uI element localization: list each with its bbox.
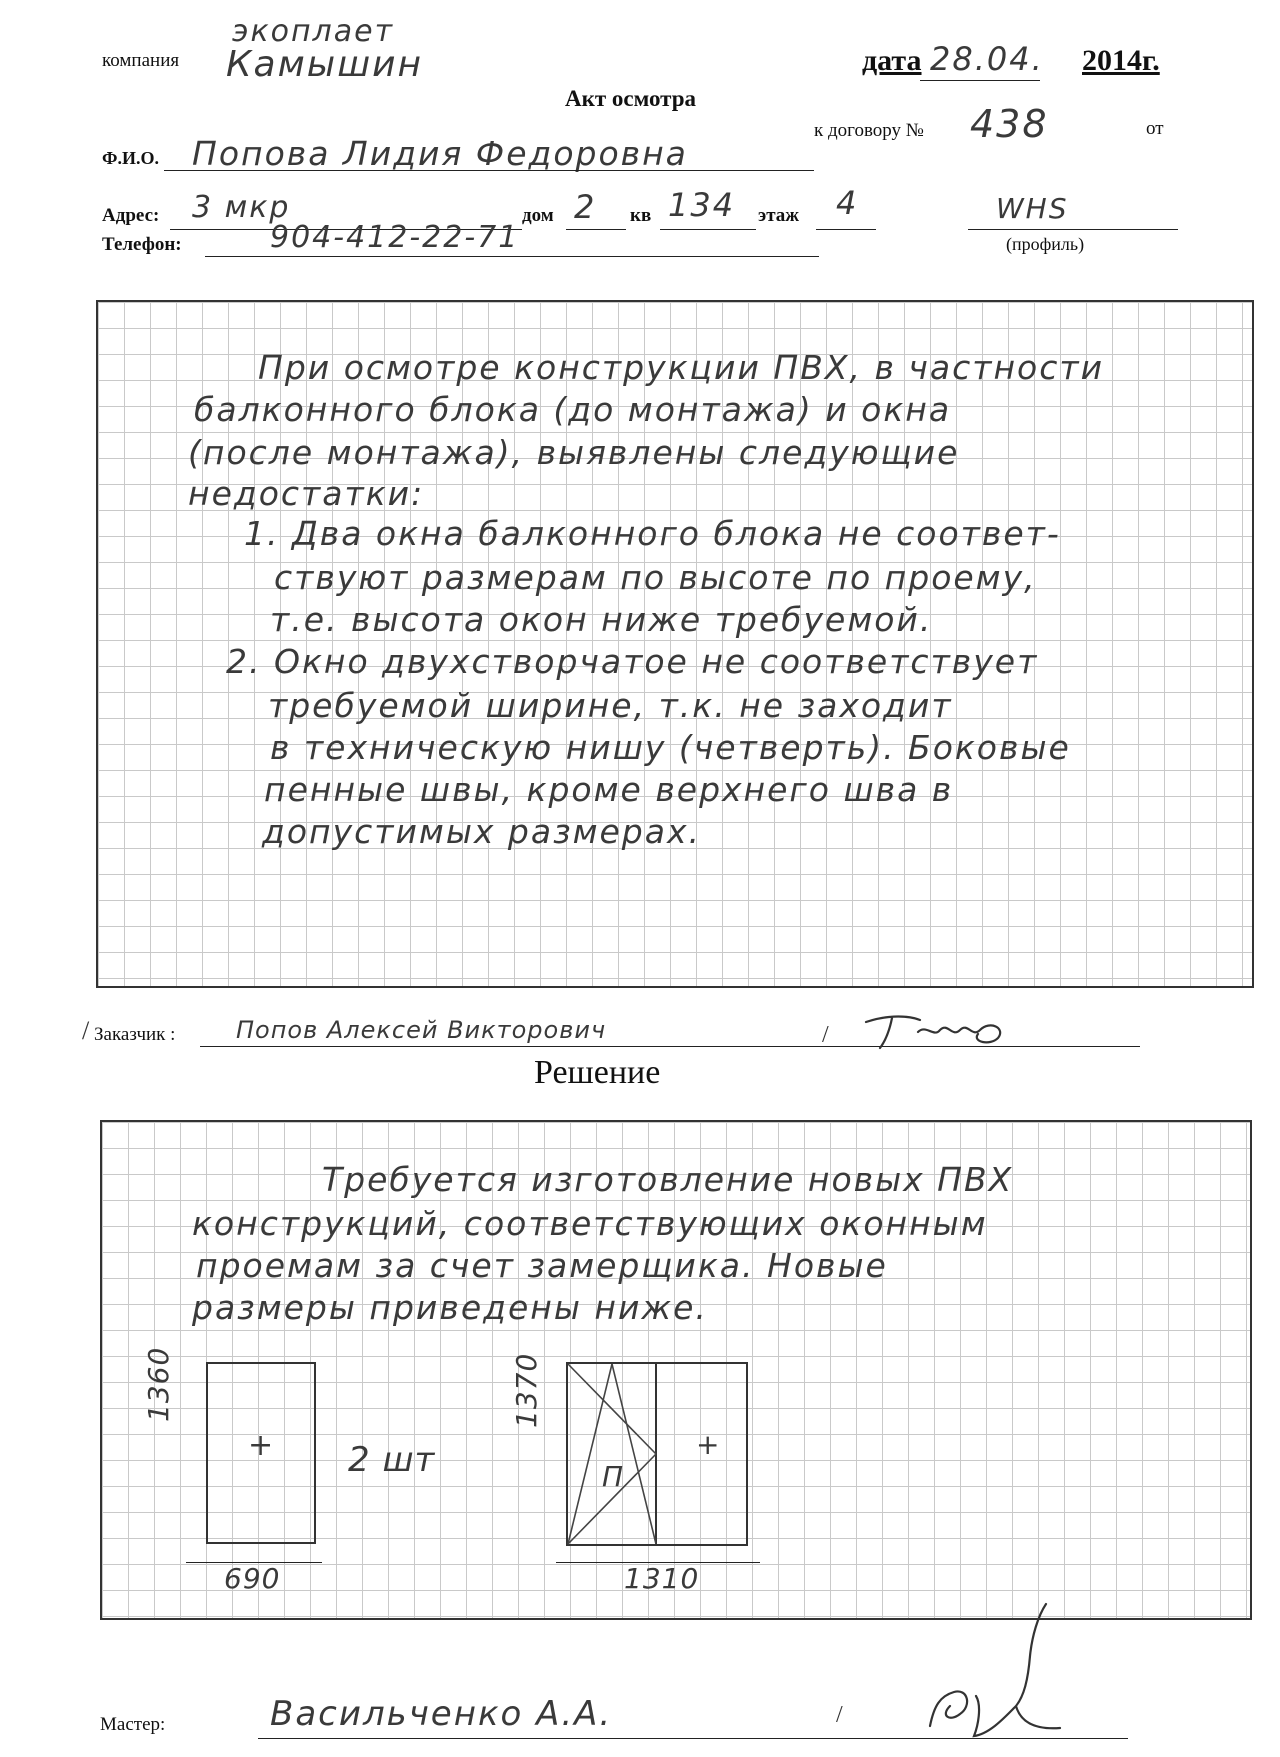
house-value: 2 [574,188,597,226]
inspection-line: допустимых размерах. [262,812,701,851]
contract-number: 438 [970,102,1049,146]
phone-line [205,256,819,257]
floor-line [816,229,876,230]
inspection-line: ствуют размерам по высоте по проему, [274,558,1037,597]
decision-line: конструкций, соответствующих оконным [192,1204,988,1243]
window-2-width: 1310 [624,1562,700,1595]
fio-value: Попова Лидия Федоровна [192,134,688,173]
date-line [920,80,1040,81]
signature-separator: / [822,1022,829,1048]
inspection-line: балконного блока (до монтажа) и окна [194,390,952,429]
fio-label: Ф.И.О. [102,148,159,168]
address-value: 3 мкр [192,190,291,225]
phone-value: 904-412-22-71 [270,220,520,255]
inspection-line: недостатки: [188,474,425,513]
decision-line: проемам за счет замерщика. Новые [196,1246,888,1285]
decision-title: Решение [534,1054,661,1091]
window-1-height: 1360 [142,1346,175,1422]
company-value-line2: Камышин [226,44,424,85]
window-1-mark: + [248,1428,274,1463]
master-value: Васильченко А.А. [270,1694,613,1734]
apt-value: 134 [668,186,736,224]
date-year: 2014г. [1082,44,1160,77]
window-drawing-1 [206,1362,316,1544]
floor-value: 4 [836,184,859,222]
decision-box [100,1120,1252,1620]
master-label: Мастер: [100,1714,166,1735]
phone-label: Телефон: [102,234,182,255]
inspection-line: При осмотре конструкции ПВХ, в частности [258,348,1105,387]
inspection-line: требуемой ширине, т.к. не заходит [268,686,953,725]
inspection-line: пенные швы, кроме верхнего шва в [264,770,954,809]
window-1-width: 690 [224,1562,281,1595]
profile-value: WHS [996,192,1069,225]
window-2-mark-left: П [602,1460,624,1493]
window-drawing-2 [566,1362,748,1546]
customer-signature [860,1008,1010,1052]
decision-line: Требуется изготовление новых ПВХ [322,1160,1014,1199]
floor-label: этаж [758,205,800,226]
company-label: компания [102,50,180,71]
decision-line: размеры приведены ниже. [192,1288,708,1327]
profile-line [968,229,1178,230]
date-value: 28.04. [930,40,1044,78]
customer-label: Заказчик : [94,1024,176,1045]
window-2-height: 1370 [510,1352,543,1428]
master-signature-separator: / [836,1702,843,1728]
fio-line [164,170,814,171]
customer-value: Попов Алексей Викторович [236,1016,607,1044]
inspection-box [96,300,1254,988]
date-label: дата [862,44,922,77]
apt-line [660,229,756,230]
company-value-line1: экоплает [232,14,395,49]
margin-mark: / [82,1016,90,1045]
house-label: дом [522,205,554,226]
inspection-line: 1. Два окна балконного блока не соответ- [244,514,1061,553]
address-label: Адрес: [102,205,160,226]
house-line [566,229,626,230]
window-2-mark-right: + [696,1428,720,1461]
master-signature [920,1596,1070,1746]
contract-label: к договору № [814,120,924,141]
apt-label: кв [630,205,652,226]
inspection-line: в техническую нишу (четверть). Боковые [270,728,1071,767]
profile-label: (профиль) [1006,234,1085,254]
inspection-line: (после монтажа), выявлены следующие [188,433,960,472]
inspection-line: т.е. высота окон ниже требуемой. [270,600,933,639]
inspection-line: 2. Окно двухстворчатое не соответствует [226,642,1039,681]
contract-from-label: от [1146,118,1164,139]
window-1-qty: 2 шт [348,1440,436,1480]
page-title: Акт осмотра [565,86,697,111]
